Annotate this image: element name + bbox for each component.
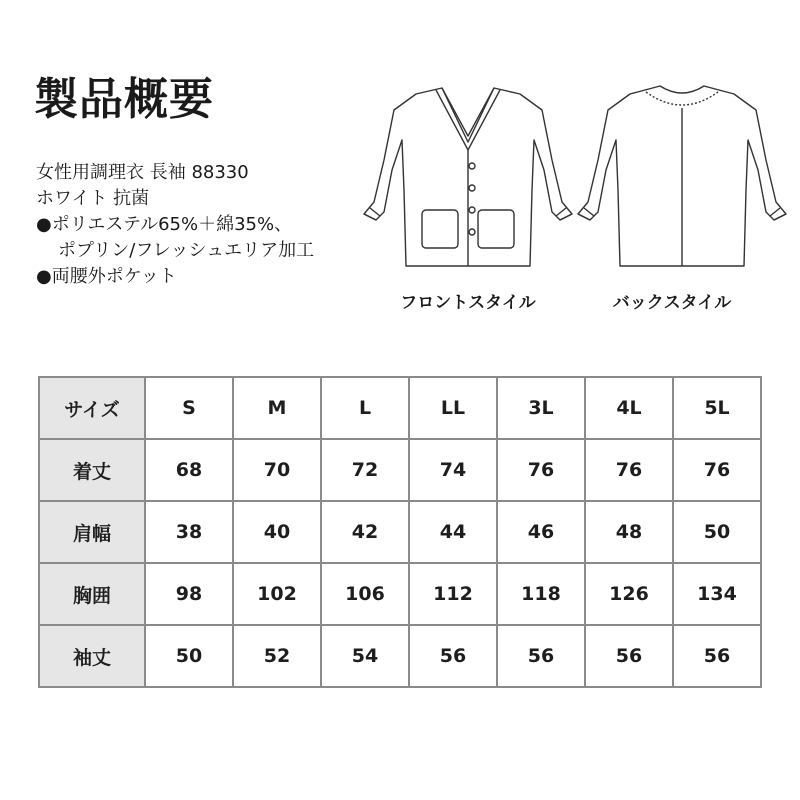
table-cell: 52: [233, 625, 321, 687]
header-cell: S: [145, 377, 233, 439]
table-row: [39, 501, 761, 563]
table-cell: 126: [585, 563, 673, 625]
header-cell: M: [233, 377, 321, 439]
header-cell: LL: [409, 377, 497, 439]
right-pocket: [478, 210, 514, 248]
table-cell: 38: [145, 501, 233, 563]
back-garment-illustration: [570, 80, 794, 280]
table-cell: 68: [145, 439, 233, 501]
page-title: 製品概要: [34, 74, 214, 125]
size-table: [38, 376, 762, 688]
table-cell: 76: [585, 439, 673, 501]
table-cell: 50: [673, 501, 761, 563]
table-row: [39, 563, 761, 625]
row-label: 胸囲: [39, 563, 145, 625]
row-label: 肩幅: [39, 501, 145, 563]
table-cell: 98: [145, 563, 233, 625]
left-pocket: [422, 210, 458, 248]
table-cell: 102: [233, 563, 321, 625]
table-cell: 46: [497, 501, 585, 563]
header-cell: 3L: [497, 377, 585, 439]
front-style-caption: フロントスタイル: [400, 293, 536, 313]
table-row: [39, 439, 761, 501]
table-cell: 56: [585, 625, 673, 687]
table-cell: 50: [145, 625, 233, 687]
product-name: 女性用調理衣 長袖 88330: [36, 162, 249, 183]
table-cell: 44: [409, 501, 497, 563]
button-2: [469, 185, 475, 191]
row-label: 着丈: [39, 439, 145, 501]
header-cell: L: [321, 377, 409, 439]
table-cell: 118: [497, 563, 585, 625]
header-cell: 4L: [585, 377, 673, 439]
table-cell: 48: [585, 501, 673, 563]
row-label: 袖丈: [39, 625, 145, 687]
button-4: [469, 229, 475, 235]
table-cell: 74: [409, 439, 497, 501]
product-pocket: ●両腰外ポケット: [36, 266, 177, 288]
table-cell: 72: [321, 439, 409, 501]
button-3: [469, 207, 475, 213]
back-style-caption: バックスタイル: [612, 293, 732, 313]
table-cell: 54: [321, 625, 409, 687]
table-row: [39, 625, 761, 687]
product-finish: ポプリン/フレッシュエリア加工: [58, 240, 315, 262]
table-cell: 134: [673, 563, 761, 625]
table-cell: 70: [233, 439, 321, 501]
table-cell: 56: [409, 625, 497, 687]
table-cell: 106: [321, 563, 409, 625]
table-cell: 56: [497, 625, 585, 687]
header-cell: 5L: [673, 377, 761, 439]
table-cell: 112: [409, 563, 497, 625]
front-garment-illustration: [356, 80, 580, 280]
table-cell: 76: [673, 439, 761, 501]
button-1: [469, 163, 475, 169]
table-cell: 76: [497, 439, 585, 501]
table-cell: 42: [321, 501, 409, 563]
product-info: [36, 160, 314, 290]
product-material: ●ポリエステル65%＋綿35%、: [36, 214, 293, 236]
header-cell-size: サイズ: [39, 377, 145, 439]
table-header-row: [39, 377, 761, 439]
table-cell: 40: [233, 501, 321, 563]
product-color: ホワイト 抗菌: [36, 188, 150, 210]
table-cell: 56: [673, 625, 761, 687]
